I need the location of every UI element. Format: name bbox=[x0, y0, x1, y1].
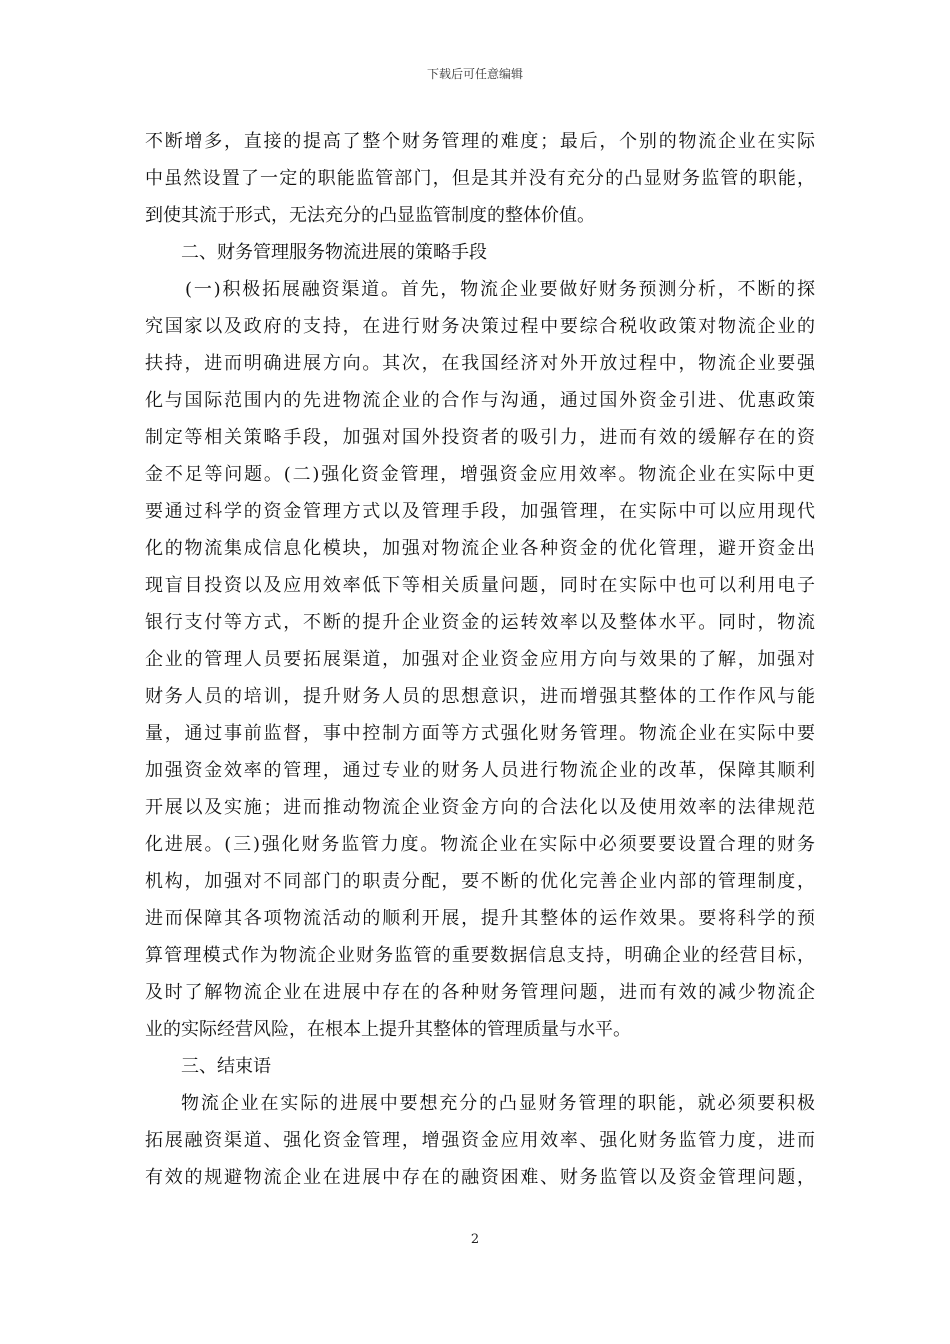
paragraph-line: 算管理模式作为物流企业财务监管的重要数据信息支持，明确企业的经营目标， bbox=[145, 945, 815, 966]
paragraph-line: 要通过科学的资金管理方式以及管理手段，加强管理，在实际中可以应用现代 bbox=[145, 501, 815, 522]
paragraph-line: 开展以及实施；进而推动物流企业资金方向的合法化以及使用效率的法律规范 bbox=[145, 797, 815, 818]
paragraph-line: 化进展。(三)强化财务监管力度。物流企业在实际中必须要要设置合理的财务 bbox=[145, 834, 815, 855]
paragraph-line: 量，通过事前监督，事中控制方面等方式强化财务管理。物流企业在实际中要 bbox=[145, 723, 815, 744]
paragraph-line: 究国家以及政府的支持，在进行财务决策过程中要综合税收政策对物流企业的 bbox=[145, 316, 815, 337]
document-body bbox=[145, 123, 815, 1196]
paragraph-line: 加强资金效率的管理，通过专业的财务人员进行物流企业的改革，保障其顺利 bbox=[145, 760, 815, 781]
paragraph-line: 物流企业在实际的进展中要想充分的凸显财务管理的职能，就必须要积极 bbox=[181, 1093, 815, 1114]
section-heading: 三、结束语 bbox=[181, 1056, 271, 1077]
paragraph-line: 银行支付等方式，不断的提升企业资金的运转效率以及整体水平。同时，物流 bbox=[145, 612, 815, 633]
paragraph-line: 不断增多，直接的提高了整个财务管理的难度；最后，个别的物流企业在实际 bbox=[145, 131, 815, 152]
paragraph-line: 进而保障其各项物流活动的顺利开展，提升其整体的运作效果。要将科学的预 bbox=[145, 908, 815, 929]
paragraph-line: 扶持，进而明确进展方向。其次，在我国经济对外开放过程中，物流企业要强 bbox=[145, 353, 815, 374]
section-heading: 二、财务管理服务物流进展的策略手段 bbox=[181, 242, 487, 263]
paragraph-line: 到使其流于形式，无法充分的凸显监管制度的整体价值。 bbox=[145, 205, 595, 226]
paragraph-line: 拓展融资渠道、强化资金管理，增强资金应用效率、强化财务监管力度，进而 bbox=[145, 1130, 815, 1151]
paragraph-line: 及时了解物流企业在进展中存在的各种财务管理问题，进而有效的减少物流企 bbox=[145, 982, 815, 1003]
page-header: 下载后可任意编辑 bbox=[426, 67, 523, 81]
page-number: 2 bbox=[470, 1232, 480, 1247]
paragraph-line: 有效的规避物流企业在进展中存在的融资困难、财务监管以及资金管理问题， bbox=[145, 1167, 815, 1188]
paragraph-line: 化的物流集成信息化模块，加强对物流企业各种资金的优化管理，避开资金出 bbox=[145, 538, 815, 559]
paragraph-line: 金不足等问题。(二)强化资金管理，增强资金应用效率。物流企业在实际中更 bbox=[145, 464, 815, 485]
paragraph-line: 财务人员的培训，提升财务人员的思想意识，进而增强其整体的工作作风与能 bbox=[145, 686, 815, 707]
paragraph-line: 现盲目投资以及应用效率低下等相关质量问题，同时在实际中也可以利用电子 bbox=[145, 575, 815, 596]
paragraph-line: 机构，加强对不同部门的职责分配，要不断的优化完善企业内部的管理制度， bbox=[145, 871, 815, 892]
paragraph-line: 中虽然设置了一定的职能监管部门，但是其并没有充分的凸显财务监管的职能， bbox=[145, 168, 815, 189]
paragraph-line: 企业的管理人员要拓展渠道，加强对企业资金应用方向与效果的了解，加强对 bbox=[145, 649, 815, 670]
paragraph-line: 业的实际经营风险，在根本上提升其整体的管理质量与水平。 bbox=[145, 1019, 631, 1040]
paragraph-line: 制定等相关策略手段，加强对国外投资者的吸引力，进而有效的缓解存在的资 bbox=[145, 427, 815, 448]
paragraph-line: 化与国际范围内的先进物流企业的合作与沟通，通过国外资金引进、优惠政策 bbox=[145, 390, 815, 411]
paragraph-line: (一)积极拓展融资渠道。首先，物流企业要做好财务预测分析，不断的探 bbox=[185, 279, 815, 300]
